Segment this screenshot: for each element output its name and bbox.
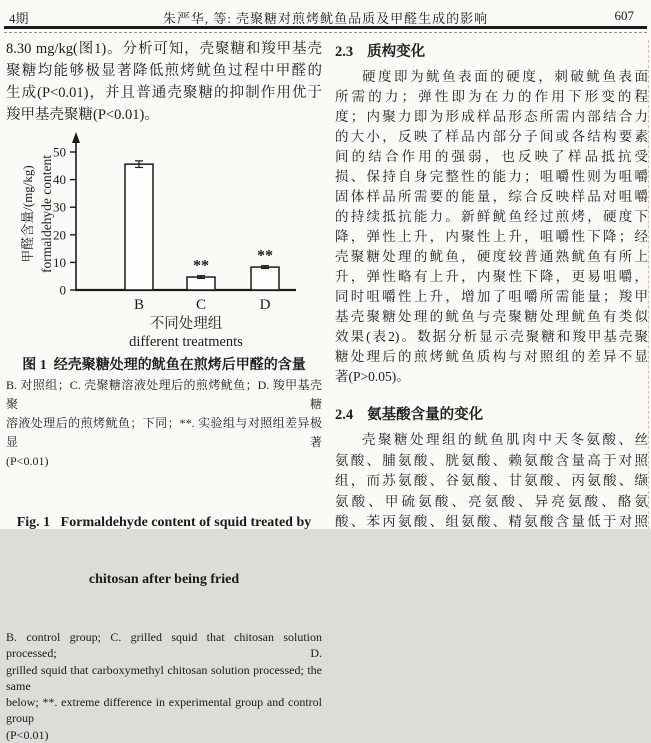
section-title: 质构变化 bbox=[367, 44, 426, 60]
section-title: 氨基酸含量的变化 bbox=[367, 407, 484, 423]
y-tick-label: 0 bbox=[59, 282, 66, 298]
bar-D bbox=[251, 267, 279, 290]
x-axis-title-en: different treatments bbox=[129, 334, 243, 350]
body-paragraph-texture bbox=[335, 67, 648, 387]
left-column bbox=[6, 38, 322, 743]
x-axis-title-cn: 不同处理组 bbox=[149, 316, 223, 332]
formaldehyde-bar-chart bbox=[6, 126, 322, 350]
category-label: C bbox=[195, 297, 207, 313]
significance-stars: ** bbox=[257, 247, 273, 265]
text-line: 所需的力；弹性即为在力的作用下形变的程 bbox=[335, 89, 648, 104]
text-line: 壳聚糖处理组的鱿鱼肌肉中天冬氨酸、丝 bbox=[362, 432, 648, 447]
text-line: below; **. extreme difference in experimental group and control group bbox=[6, 695, 322, 726]
header-rule-shadow bbox=[4, 32, 647, 33]
y-axis-title-en: formaldehyde content bbox=[39, 154, 54, 274]
text-line: 糖处理后的煎烤鱿鱼质构与对照组的差异不显 bbox=[335, 349, 648, 364]
y-tick-label: 50 bbox=[53, 144, 66, 160]
text-line: 的大小，反映了样品内部分子间或各结构要素 bbox=[335, 129, 648, 144]
header-issue: 4期 bbox=[9, 11, 29, 26]
figure-caption-cn: 图 1 经壳聚糖处理的鱿鱼在煎烤后甲醛的含量 bbox=[22, 358, 306, 373]
text-line: 升，弹性略有上升，内聚性下降，更易咀嚼， bbox=[335, 269, 648, 284]
text-line: 损、保持自身完整性的能力；咀嚼性则为咀嚼 bbox=[335, 169, 648, 184]
text-line: 间的结合作用的强弱，也反映了样品抵抗受 bbox=[335, 149, 648, 164]
figure-caption-en-line1: Fig. 1 Formaldehyde content of squid treated by bbox=[16, 515, 312, 530]
category-label: D bbox=[259, 297, 271, 313]
text-line: 硬度即为鱿鱼表面的硬度，刺破鱿鱼表面 bbox=[362, 69, 648, 84]
figure-caption-en bbox=[6, 475, 322, 627]
figure-notes-cn bbox=[6, 376, 322, 471]
text-line: grilled squid that carboxymethyl chitosan solution processed; the same bbox=[6, 662, 322, 693]
text-line: (P<0.01) bbox=[6, 454, 49, 468]
text-line: 基壳聚糖处理的鱿鱼与壳聚糖处理鱿鱼有类似 bbox=[335, 309, 648, 324]
text-line: 效果(表2)。数据分析显示壳聚糖和羧甲基壳聚 bbox=[335, 329, 648, 344]
section-heading-2-4 bbox=[335, 403, 648, 424]
text-line: (P<0.01) bbox=[6, 727, 49, 742]
y-axis-title-cn: 甲醛含量/(mg/kg) bbox=[20, 165, 35, 263]
figure-caption-en-line2: chitosan after being fried bbox=[88, 572, 240, 587]
figure-notes-en bbox=[6, 629, 322, 743]
text-line: 固体样品所需要的能量，综合反映样品对咀嚼 bbox=[335, 189, 648, 204]
y-tick-label: 30 bbox=[53, 199, 66, 215]
y-axis-arrow bbox=[72, 132, 80, 143]
y-tick-label: 20 bbox=[53, 227, 66, 243]
right-column bbox=[335, 38, 648, 533]
text-line: 酸、苯丙氨酸、组氨酸、精氨酸含量低于对照 bbox=[335, 514, 648, 529]
category-label: B bbox=[133, 297, 145, 313]
text-line: 羧甲基壳聚糖(P<0.01)。 bbox=[6, 107, 159, 123]
section-number: 2.4 bbox=[335, 407, 354, 423]
text-line: B. control group; C. grilled squid that chitosan solution processed; D. bbox=[6, 630, 322, 661]
header-rule bbox=[4, 26, 647, 29]
header-running-title: 朱严华, 等: 壳聚糖对煎烤鱿鱼品质及甲醛生成的影响 bbox=[162, 11, 489, 26]
text-line: 降，弹性上升，内聚性上升，咀嚼性下降；经 bbox=[335, 229, 648, 244]
text-line: 氨酸、甲硫氨酸、亮氨酸、异亮氨酸、酪氨 bbox=[335, 493, 648, 509]
text-line: 生成(P<0.01)，并且普通壳聚糖的抑制作用优于 bbox=[6, 85, 322, 101]
y-tick-label: 10 bbox=[53, 254, 66, 270]
bar-B bbox=[125, 164, 153, 290]
text-line: 8.30 mg/kg(图1)。分析可知，壳聚糖和羧甲基壳 bbox=[6, 41, 322, 57]
text-line: 聚糖均能够极显著降低煎烤鱿鱼过程中甲醛的 bbox=[6, 63, 322, 79]
section-heading-2-3 bbox=[335, 40, 648, 61]
text-line: 组，而苏氨酸、谷氨酸、甘氨酸、丙氨酸、缬 bbox=[335, 473, 648, 488]
body-paragraph-left bbox=[6, 38, 322, 126]
y-tick-label: 40 bbox=[53, 172, 66, 188]
significance-stars: ** bbox=[193, 257, 209, 275]
text-line: B. 对照组；C. 壳聚糖溶液处理后的煎烤鱿鱼；D. 羧甲基壳聚糖 bbox=[6, 378, 322, 411]
section-number: 2.3 bbox=[335, 44, 354, 60]
figure-1-chart bbox=[6, 126, 322, 350]
text-line: 同时咀嚼性上升，增加了咀嚼所需能量；羧甲 bbox=[335, 289, 648, 304]
text-line: 的持续抵抗能力。新鲜鱿鱼经过煎烤，硬度下 bbox=[335, 209, 648, 224]
text-line: 度；内聚力即为形成样品形态所需内部结合力 bbox=[335, 109, 648, 124]
text-line: 溶液处理后的煎烤鱿鱼；下同；**. 实验组与对照组差异极显著 bbox=[6, 416, 322, 449]
scan-edge-line bbox=[648, 40, 649, 529]
text-line: 壳聚糖处理的鱿鱼，硬度较普通熟鱿鱼有所上 bbox=[335, 249, 648, 264]
body-paragraph-amino-acid bbox=[335, 430, 648, 533]
text-line: 氨酸、脯氨酸、胱氨酸、赖氨酸含量高于对照 bbox=[335, 452, 648, 468]
header-page-number: 607 bbox=[614, 8, 634, 23]
text-line: 著(P>0.05)。 bbox=[335, 369, 410, 384]
